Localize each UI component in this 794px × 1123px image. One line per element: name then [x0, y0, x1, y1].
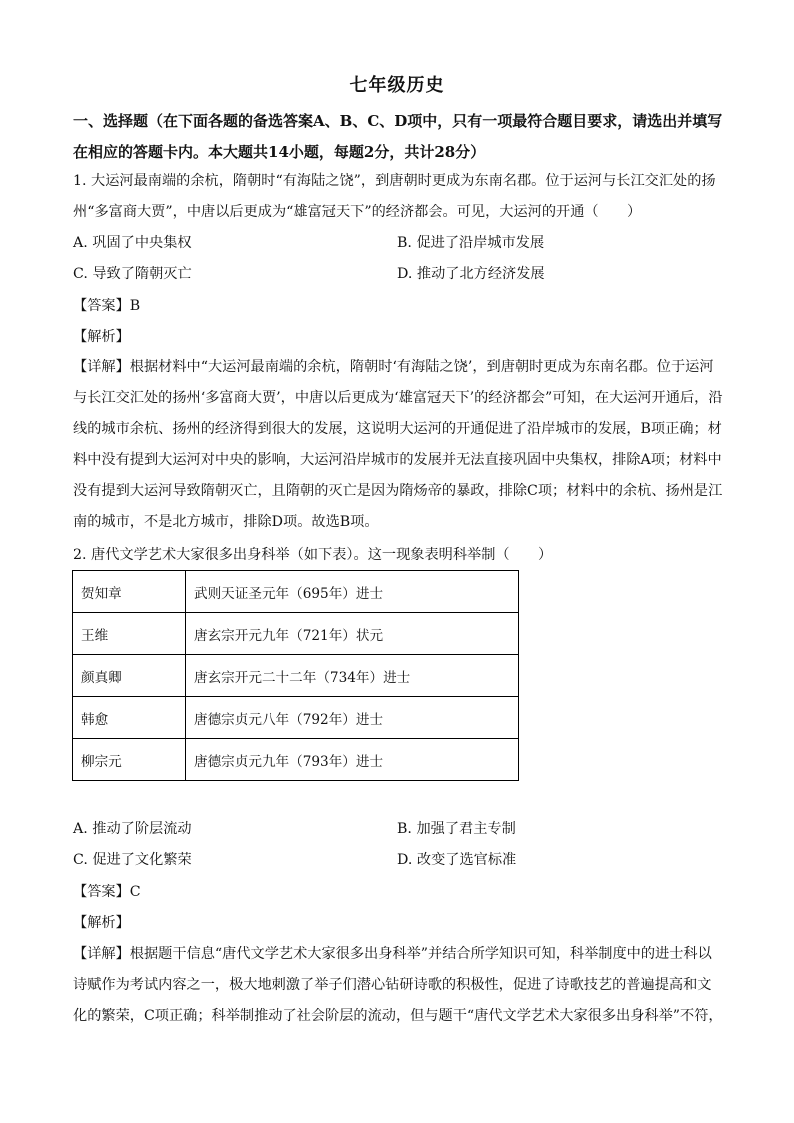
table-cell-name: 贺知章	[73, 571, 186, 613]
q1-analysis-label: 【解析】	[73, 329, 130, 345]
q2-detail: 【详解】根据题干信息“唐代文学艺术大家很多出身科举”并结合所学知识可知，科举制度中的进士科以诗赋作为考试内容之一，极大地刺激了举子们潜心钻研诗歌的积极性，促进了诗歌技艺的普遍提高和文化的繁荣，C项正确；科举制推动了社会阶层的流动，但与题干“唐代文学艺术大家很多出身科举”不符，	[73, 946, 723, 1024]
q2-answer: 【答案】C	[73, 884, 141, 900]
q1-option-d: D. 推动了北方经济发展	[397, 266, 545, 282]
q1-option-b: B. 促进了沿岸城市发展	[397, 235, 545, 251]
q2-option-d: D. 改变了选官标准	[397, 852, 517, 868]
q2-option-a: A. 推动了阶层流动	[73, 821, 192, 837]
table-row	[73, 571, 519, 613]
q2-option-b: B. 加强了君主专制	[397, 821, 516, 837]
table-cell-name: 颜真卿	[73, 655, 186, 697]
scholars-table	[72, 570, 519, 781]
table-row	[73, 655, 519, 697]
table-cell-record: 唐德宗贞元九年（793年）进士	[186, 739, 519, 781]
q2-option-c: C. 促进了文化繁荣	[73, 852, 192, 868]
table-cell-name: 王维	[73, 613, 186, 655]
q1-option-a: A. 巩固了中央集权	[73, 235, 192, 251]
table-row	[73, 697, 519, 739]
q2-stem: 2. 唐代文学艺术大家很多出身科举（如下表）。这一现象表明科举制（ ）	[73, 547, 553, 563]
q1-answer: 【答案】B	[73, 298, 141, 314]
q1-stem: 1. 大运河最南端的余杭，隋朝时“有海陆之饶”，到唐朝时更成为东南名郡。位于运河与长江交汇处的扬州“多富商大贾”，中唐以后更成为“雄富冠天下”的经济都会。可见，大运河的开通（ ）	[73, 173, 716, 220]
table-cell-name: 柳宗元	[73, 739, 186, 781]
q1-detail: 【详解】根据材料中“大运河最南端的余杭，隋朝时‘有海陆之饶’，到唐朝时更成为东南名郡。位于运河与长江交汇处的扬州‘多富商大贾’，中唐以后更成为‘雄富冠天下’的经济都会”可知，在大运河开通后，沿线的城市余杭、扬州的经济得到很大的发展，这说明大运河的开通促进了沿岸城市的发展，B项正确；材料中没有提到大运河对中央的影响，大运河沿岸城市的发展并无法直接巩固中央集权，排除A项；材料中没有提到大运河导致隋朝灭亡，且隋朝的灭亡是因为隋炀帝的暴政，排除C项；材料中的余杭、扬州是江南的城市，不是北方城市，排除D项。故选B项。	[73, 359, 723, 530]
table-cell-record: 唐德宗贞元八年（792年）进士	[186, 697, 519, 739]
table-row	[73, 613, 519, 655]
section-heading: 一、选择题（在下面各题的备选答案A、B、C、D项中，只有一项最符合题目要求，请选出并填写在相应的答题卡内。本大题共14小题，每题2分，共计28分）	[73, 112, 723, 161]
table-row	[73, 739, 519, 781]
table-cell-name: 韩愈	[73, 697, 186, 739]
table-cell-record: 唐玄宗开元九年（721年）状元	[186, 613, 519, 655]
table-cell-record: 唐玄宗开元二十二年（734年）进士	[186, 655, 519, 697]
q1-option-c: C. 导致了隋朝灭亡	[73, 266, 192, 282]
page-title: 七年级历史	[349, 75, 445, 96]
table-cell-record: 武则天证圣元年（695年）进士	[186, 571, 519, 613]
q2-analysis-label: 【解析】	[73, 915, 130, 931]
